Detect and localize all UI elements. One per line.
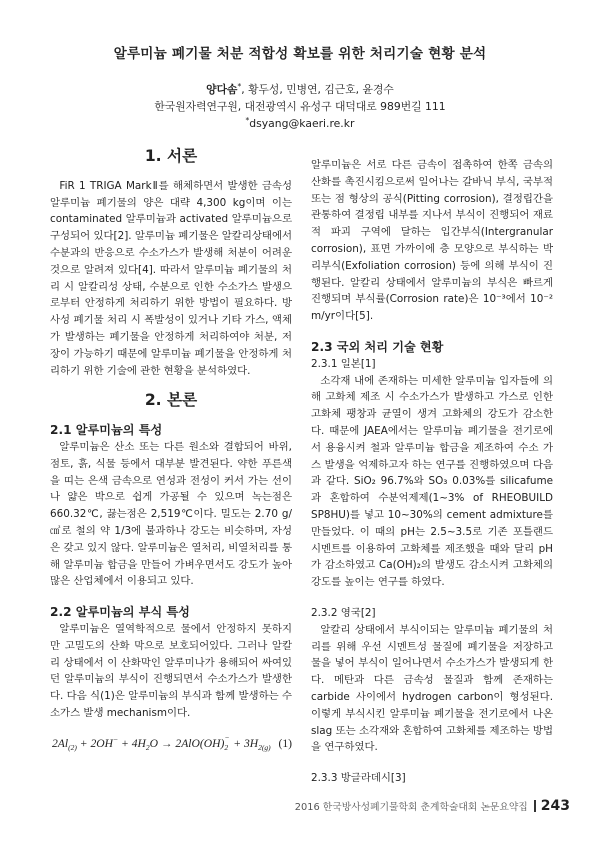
eq-term: + 3H bbox=[230, 736, 259, 750]
equation-number: (1) bbox=[278, 736, 292, 750]
page-number: 243 bbox=[540, 798, 570, 814]
subsection-heading-2-3: 2.3 국외 처리 기술 현황 bbox=[311, 339, 444, 354]
email-marker: * bbox=[245, 116, 250, 125]
affiliation: 한국원자력연구원, 대전광역시 유성구 대덕대로 989번길 111 bbox=[154, 100, 446, 113]
paragraph-2-1: 알루미늄은 산소 또는 다른 원소와 결합되어 바위, 점토, 흙, 식물 등에서 대부분 발견된다. 약한 푸른색을 띠는 은색 금속으로 연성과 전성이 커서 가는 선이나 얇은 박으로 쉽게 가공될 수 있으며 녹는점은 660.32℃, 끓는점은 2,519℃이다. 밀도는 2.70 g/㎤로 철의 약 1/3에 불과하나 강도는 비슷하며, 자성은 갖고 있지 않다. 알루미늄은 열처리, 비열처리를 통해 알루미늄 합금을 만들어 가벼우면서도 강도가 높아 많은 산업체에서 이용되고 있다. bbox=[50, 440, 292, 588]
subsection-heading-2-1: 2.1 알루미늄의 특성 bbox=[50, 423, 163, 438]
corresponding-marker: * bbox=[237, 82, 242, 91]
eq-superscript: − bbox=[224, 732, 230, 742]
right-column bbox=[311, 157, 553, 787]
page-footer bbox=[295, 798, 570, 814]
email-address: dsyang@kaeri.re.kr bbox=[249, 117, 355, 130]
co-authors: , 황두성, 민병연, 김근호, 윤경수 bbox=[241, 83, 394, 96]
subsection-heading-2-3-1: 2.3.1 일본[1] bbox=[311, 357, 376, 370]
left-column bbox=[50, 148, 292, 756]
subsection-heading-2-3-2: 2.3.2 영국[2] bbox=[311, 606, 376, 619]
eq-subscript: 2 bbox=[145, 742, 150, 752]
eq-subscript: (2) bbox=[68, 742, 77, 752]
paper-title: 알루미늄 폐기물 처분 적합성 확보를 위한 처리기술 현황 분석 bbox=[113, 46, 487, 62]
paragraph-2-3-1: 소각재 내에 존재하는 미세한 알루미늄 입자들에 의해 고화체 제조 시 수소가스가 발생하고 가스로 인한 고화체 팽창과 균열이 생겨 고화체의 강도가 감소한다. 때문에 JAEA에서는 알루미늄 폐기물을 전기로에서 용융시켜 철과 알루미늄 합금을 제조하여 수소 가스 발생을 억제하고자 하는 연구를 진행하였으며 다음과 같다. SiO₂ 96.7%와 SO₃ 0.03%를 silicafume과 혼합하여 수분억제제(1~3% of RHEOBUILD SP8HU)를 넣고 10~30%의 cement admixture를 만들었다. 이 때의 pH는 2.5~3.5로 기존 포틀랜드 시멘트를 이용하여 고화체를 제조했을 때와 달리 pH가 감소하였고 Ca(OH)₂의 발생도 감소시켜 고화체의 강도를 높이는 연구를 하였다. bbox=[311, 374, 553, 589]
eq-superscript: − bbox=[113, 734, 119, 744]
equation-expression bbox=[52, 732, 271, 756]
paragraph-2-2-continued: 알루미늄은 서로 다른 금속이 접촉하여 한쪽 금속의 산화를 촉진시킴으로써 일어나는 갈바닉 부식, 국부적 또는 점 형상의 공식(Pitting corrosion), 결정립간을 관통하여 결정립 내부를 지나서 부식이 진행되어 재료적 파괴 구역에 달하는 입간부식(Intergranular corrosion), 표면 가까이에 층 모양으로 부식하는 박리부식(Exfoliation corrosion) 등에 의해 부식이 진행된다. 알칼리 상태에서 알루미늄의 부식은 빠르게 진행되며 부식률(Corrosion rate)은 10⁻³에서 10⁻² m/yr이다[5]. bbox=[311, 159, 553, 323]
proceedings-name: 2016 한국방사성폐기물학회 춘계학술대회 논문요약집 bbox=[294, 802, 528, 813]
paragraph-2-2: 알루미늄은 열역학적으로 물에서 안정하지 못하지만 고밀도의 산화 막으로 보호되어있다. 그러나 알칼리 상태에서 이 산화막인 알루미나가 용해되어 싸여있던 알루미늄의 부식이 진행되면서 수소가스가 발생한다. 다음 식(1)은 알루미늄의 부식과 함께 발생하는 수소가스 발생 mechanism이다. bbox=[50, 622, 292, 719]
paragraph-2-3-2: 알칼리 상태에서 부식이되는 알루미늄 폐기물의 처리를 위해 우선 시멘트성 물질에 폐기물을 저장하고 물을 넣어 부식이 일어나면서 수소가스가 발생되게 한다. 메탄과 다른 금속성 물질과 함께 존재하는 carbide 사이에서 hydrogen carbon이 형성된다. 이렇게 부식시킨 알루미늄 폐기물을 전기로에서 나온 slag 또는 소각재와 혼합하여 고화체를 제조하는 방법을 연구하였다. bbox=[311, 623, 553, 754]
footer-divider bbox=[534, 800, 536, 812]
section-heading-intro: 1. 서론 bbox=[144, 147, 198, 165]
author-list bbox=[0, 82, 600, 97]
eq-term: 2Al bbox=[52, 736, 69, 750]
presenting-author: 양다솜 bbox=[206, 83, 238, 96]
subsection-heading-2-3-3: 2.3.3 방글라데시[3] bbox=[311, 772, 406, 785]
eq-term: + 2OH bbox=[76, 736, 114, 750]
eq-subsup bbox=[224, 732, 230, 752]
section-heading-body: 2. 본론 bbox=[144, 391, 198, 410]
eq-subscript: 2(g) bbox=[258, 742, 271, 752]
eq-term: O → 2AlO(OH) bbox=[149, 736, 225, 750]
contact-email bbox=[0, 116, 600, 130]
equation-1 bbox=[50, 732, 292, 756]
eq-subscript: 2 bbox=[224, 742, 229, 752]
eq-term: + 4H bbox=[118, 736, 146, 750]
intro-paragraph: FiR 1 TRIGA MarkⅡ를 해체하면서 발생한 금속성 알루미늄 폐기물의 양은 대략 4,300 kg이며 이는 contaminated 알루미늄과 activated 알루미늄으로 구성되어 있다[2]. 알루미늄 폐기물은 알칼리상태에서 수분과의 반응으로 수소가스가 발생해 처분이 어려운 것으로 알려져 있다[4]. 따라서 알루미늄 폐기물의 처리 시 알칼리성 상태, 수분으로 인한 수소가스 발생으로부터 안정하게 처리하기 위한 방법이 필요하다. 방사성 폐기물 처리 시 폭발성이 있거나 기타 가스, 액체가 발생하는 폐기물을 안정하게 처리하여야 처분, 저장이 가능하기 때문에 알루미늄 폐기물을 안정하게 처리하기 위한 기술에 관한 현황을 분석하였다. bbox=[50, 179, 293, 377]
subsection-heading-2-2: 2.2 알루미늄의 부식 특성 bbox=[50, 605, 190, 620]
